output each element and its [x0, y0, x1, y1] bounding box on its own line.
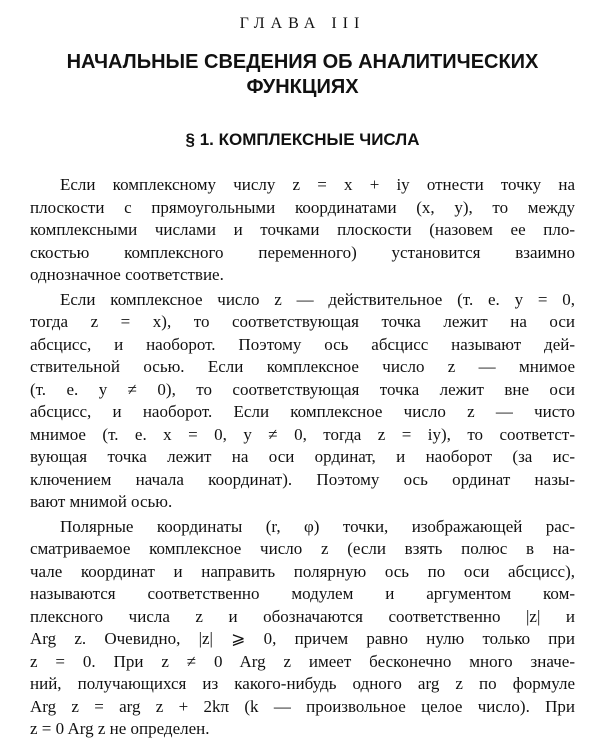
text-line: тогда z = x), то соответствующая точка лежит на оси [30, 312, 575, 331]
text-line: ний, получающихся из какого-нибудь одного arg z по формуле [30, 674, 575, 693]
section-title: § 1. КОМПЛЕКСНЫЕ ЧИСЛА [185, 130, 420, 149]
text-line: плексного числа z и обозначаются соответственно |z| и [30, 606, 575, 626]
text-line: плоскости с прямоугольными координатами (x, y), то между [30, 197, 575, 217]
text-line: однозначное соответствие. [30, 265, 224, 284]
paragraph-3 [30, 516, 575, 741]
text-line: ключением начала координат). Поэтому ось ординат назы- [30, 469, 575, 489]
text-line: абсцисс, и наоборот. Поэтому ось абсцисс называют дей- [30, 334, 575, 354]
paragraph-1 [30, 174, 575, 287]
text-line: сматриваемое комплексное число z (если взять полюс в на- [30, 539, 575, 558]
text-line: мнимое (т. е. x = 0, y ≠ 0, тогда z = iy), то соответст- [30, 424, 575, 444]
text-line: вующая точка лежит на оси ординат, и наоборот (за ис- [30, 447, 575, 466]
text-line: абсцисс, и наоборот. Если комплексное число z — чисто [30, 402, 575, 421]
chapter-title-line-2: ФУНКЦИЯХ [246, 76, 359, 98]
text-line: ствительной осью. Если комплексное число z — мнимое [30, 357, 575, 376]
text-line: z = 0 Arg z не определен. [30, 719, 210, 738]
text-line: Полярные координаты (r, φ) точки, изображающей рас- [60, 516, 575, 536]
chapter-title [30, 50, 575, 100]
body-text [30, 174, 575, 741]
chapter-title-line-1: НАЧАЛЬНЫЕ СВЕДЕНИЯ ОБ АНАЛИТИЧЕСКИХ [66, 51, 539, 73]
text-line: чале координат и направить полярную ось по оси абсцисс), [30, 561, 575, 581]
text-line: Если комплексное число z — действительное (т. е. y = 0, [60, 289, 575, 309]
text-line: Arg z. Очевидно, |z| ⩾ 0, причем равно нулю только при [30, 629, 575, 648]
text-line: комплексными числами и точками плоскости (назовем ее пло- [30, 220, 575, 239]
text-line: Arg z = arg z + 2kπ (k — произвольное целое число). При [30, 696, 575, 716]
text-line: вают мнимой осью. [30, 492, 173, 511]
text-line: скостью комплексного переменного) установится взаимно [30, 242, 575, 262]
paragraph-2 [30, 289, 575, 514]
chapter-label: ГЛАВА III [239, 15, 366, 32]
text-line: называются соответственно модулем и аргументом ком- [30, 584, 575, 603]
text-line: Если комплексному числу z = x + iy отнести точку на [60, 175, 575, 194]
text-line: (т. е. y ≠ 0), то соответствующая точка лежит вне оси [30, 379, 575, 399]
text-line: z = 0. При z ≠ 0 Arg z имеет бесконечно много значе- [30, 651, 575, 671]
